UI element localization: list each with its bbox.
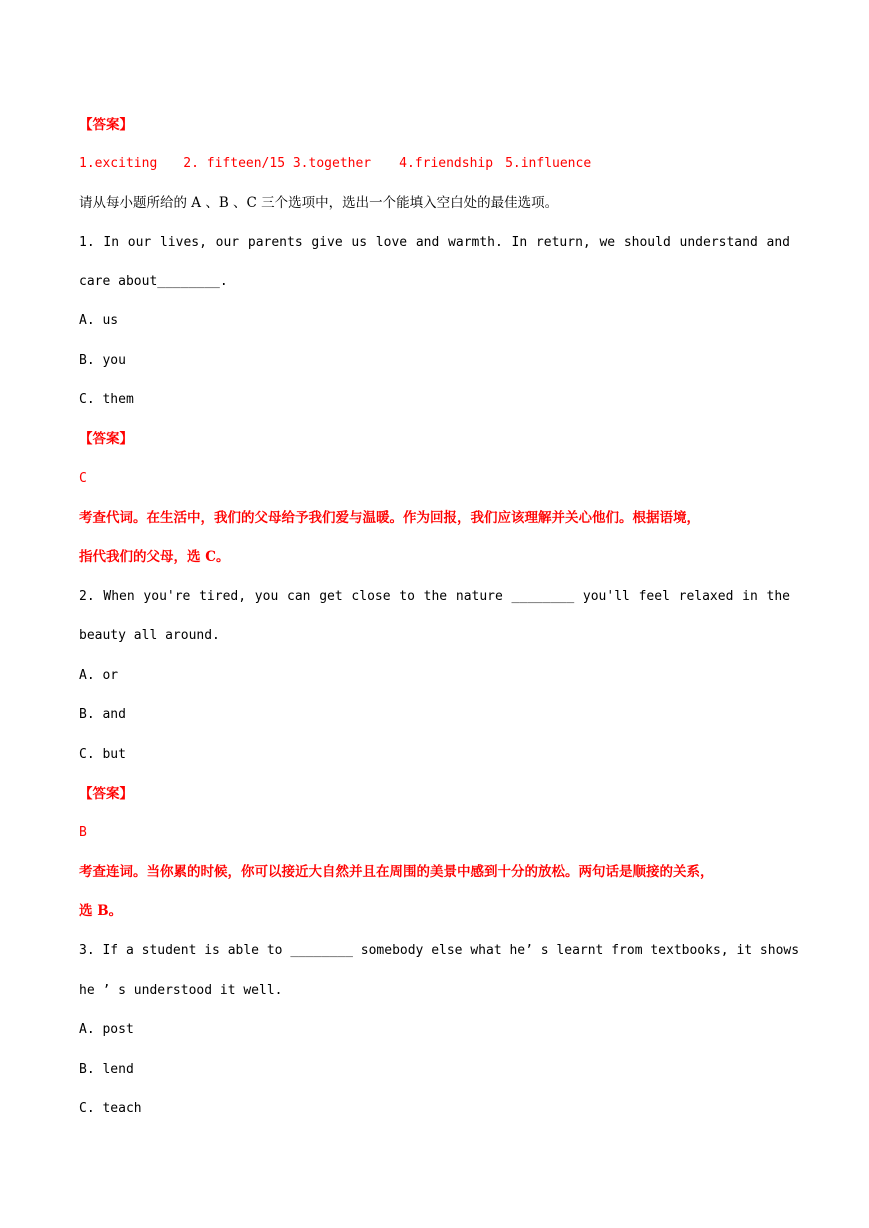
q1-explanation-2: 指代我们的父母，选 C。 — [79, 549, 230, 565]
answer-4: 4.friendship — [399, 156, 494, 171]
q2-explanation-2: 选 B。 — [79, 903, 123, 919]
q2-line-2: beauty all around. — [79, 628, 220, 643]
q1-answer-heading: 【答案】 — [79, 431, 133, 447]
q1-line-1: 1. In our lives, our parents give us love and warmth. In return, we should understand and — [79, 235, 790, 250]
q3-option-a: A. post — [79, 1022, 134, 1037]
q2-option-a: A. or — [79, 668, 119, 683]
q3-line-1: 3. If a student is able to ________ somebody else what he’ s learnt from textbooks, it shows — [79, 943, 800, 958]
q2-answer-heading: 【答案】 — [79, 786, 133, 802]
answer-heading: 【答案】 — [79, 117, 133, 133]
answer-3: 3.together — [292, 156, 372, 171]
q2-explanation-1: 考查连词。当你累的时候，你可以接近大自然并且在周围的美景中感到十分的放松。两句话是顺接的关系， — [79, 864, 714, 880]
q2-answer: B — [79, 825, 87, 840]
q3-line-2: he ’ s understood it well. — [79, 983, 283, 998]
q1-explanation-1: 考查代词。在生活中，我们的父母给予我们爱与温暖。作为回报，我们应该理解并关心他们。根据语境， — [79, 510, 700, 526]
answer-1: 1.exciting — [79, 156, 158, 171]
q2-option-c: C. but — [79, 747, 126, 762]
q2-line-1: 2. When you're tired, you can get close to the nature ________ you'll feel relaxed in the — [79, 589, 790, 604]
q1-option-c: C. them — [79, 392, 134, 407]
instruction-text: 请从每小题所给的 A 、B 、C 三个选项中，选出一个能填入空白处的最佳选项。 — [79, 195, 559, 211]
q3-option-b: B. lend — [79, 1062, 134, 1077]
q3-option-c: C. teach — [79, 1101, 142, 1116]
answer-5: 5.influence — [505, 156, 592, 171]
q1-option-a: A. us — [79, 313, 119, 328]
answer-2: 2. fifteen/15 — [183, 156, 286, 171]
q1-line-2: care about________. — [79, 274, 228, 289]
q1-answer: C — [79, 471, 87, 486]
q1-option-b: B. you — [79, 353, 126, 368]
q2-option-b: B. and — [79, 707, 126, 722]
answer-row — [79, 154, 790, 174]
